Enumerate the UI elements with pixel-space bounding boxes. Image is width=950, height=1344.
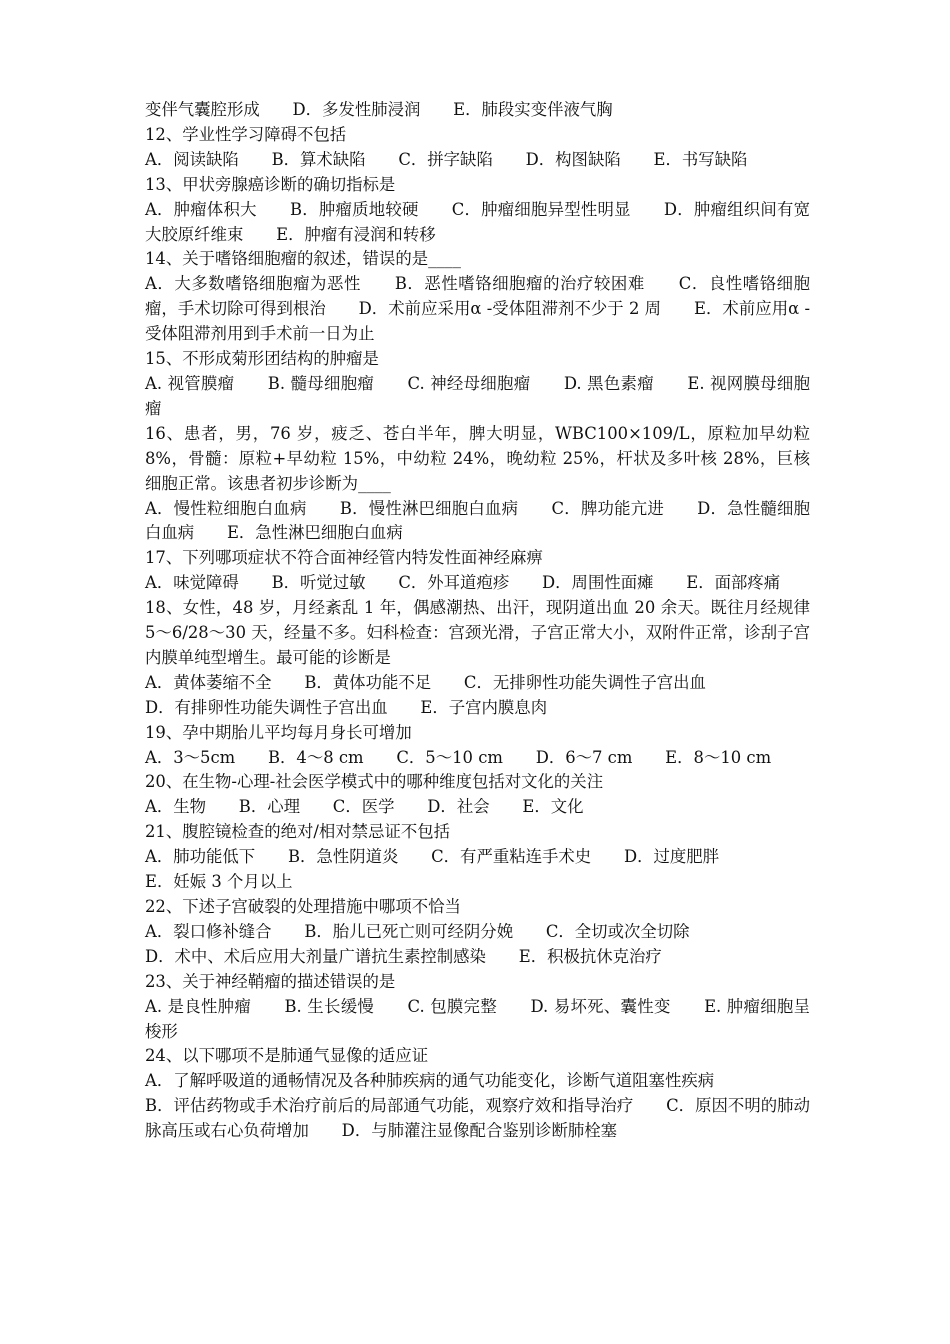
question-17: 17、下列哪项症状不符合面神经管内特发性面神经麻痹 [145,548,543,568]
question-16: 16、患者，男，76 岁，疲乏、苍白半年，脾大明显，WBC100×109/L，原粒加早幼粒 8%，骨髓：原粒+早幼粒 15%，中幼粒 24%，晚幼粒 25%，杆状及多叶核 28%，巨核细胞正常。该患者初步诊断为____ [145,423,810,493]
answer-options-22-line2: D．术中、术后应用大剂量广谱抗生素控制感染 E．积极抗休克治疗 [145,946,662,966]
answer-options-15: A. 视管膜瘤 B. 髓母细胞瘤 C. 神经母细胞瘤 D. 黑色素瘤 E. 视网膜母细胞瘤 [145,373,810,418]
answer-options-18-line2: D．有排卵性功能失调性子宫出血 E．子宫内膜息肉 [145,697,548,717]
answer-options-17: A．味觉障碍 B．听觉过敏 C．外耳道疱疹 D．周围性面瘫 E．面部疼痛 [145,573,781,593]
question-12: 12、学业性学习障碍不包括 [145,124,347,144]
question-22: 22、下述子宫破裂的处理措施中哪项不恰当 [145,897,461,916]
answer-options-continued: 变伴气囊腔形成 D．多发性肺浸润 E．肺段实变伴液气胸 [145,100,613,119]
answer-options-16: A．慢性粒细胞白血病 B．慢性淋巴细胞白血病 C．脾功能亢进 D．急性髓细胞白血病 E．急性淋巴细胞白血病 [145,498,810,543]
answer-options-20: A．生物 B．心理 C．医学 D．社会 E．文化 [145,797,584,817]
question-19: 19、孕中期胎儿平均每月身长可增加 [145,722,412,742]
question-24: 24、以下哪项不是肺通气显像的适应证 [145,1046,429,1066]
question-23: 23、关于神经鞘瘤的描述错误的是 [145,971,396,991]
answer-options-18-line1: A．黄体萎缩不全 B．黄体功能不足 C．无排卵性功能失调性子宫出血 [145,672,706,692]
answer-options-13: A．肿瘤体积大 B．肿瘤质地较硬 C．肿瘤细胞异型性明显 D．肿瘤组织间有宽大胶原纤维束 E．肿瘤有浸润和转移 [145,199,810,244]
answer-options-19: A．3～5cm B．4～8 cm C．5～10 cm D．6～7 cm E．8～10 cm [145,747,772,767]
answer-options-23: A. 是良性肿瘤 B. 生长缓慢 C. 包膜完整 D. 易坏死、囊性变 E. 肿瘤细胞呈梭形 [145,996,810,1041]
question-20: 20、在生物-心理-社会医学模式中的哪种维度包括对文化的关注 [145,772,604,792]
answer-options-22-line1: A．裂口修补缝合 B．胎儿已死亡则可经阴分娩 C．全切或次全切除 [145,921,690,941]
answer-options-24-line1: A．了解呼吸道的通畅情况及各种肺疾病的通气功能变化，诊断气道阻塞性疾病 [145,1071,715,1091]
document-body [145,98,810,1144]
answer-options-21-line2: E．妊娠 3 个月以上 [145,872,293,892]
question-13: 13、甲状旁腺癌诊断的确切指标是 [145,174,396,194]
answer-options-24-line2: B．评估药物或手术治疗前后的局部通气功能，观察疗效和指导治疗 C．原因不明的肺动脉高压或右心负荷增加 D．与肺灌注显像配合鉴别诊断肺栓塞 [145,1096,810,1141]
question-21: 21、腹腔镜检查的绝对/相对禁忌证不包括 [145,822,451,842]
answer-options-14: A．大多数嗜铬细胞瘤为恶性 B．恶性嗜铬细胞瘤的治疗较困难 C．良性嗜铬细胞瘤，手术切除可得到根治 D．术前应采用α -受体阻滞剂不少于 2 周 E．术前应用α -受体阻滞剂用到手术前一日为止 [145,274,810,344]
question-18: 18、女性，48 岁，月经紊乱 1 年，偶感潮热、出汗，现阴道出血 20 余天。既往月经规律 5～6/28～30 天，经量不多。妇科检查：宫颈光滑，子宫正常大小，双附件正常，诊刮子宫内膜单纯型增生。最可能的诊断是 [145,598,810,667]
question-14: 14、关于嗜铬细胞瘤的叙述，错误的是____ [145,249,461,269]
answer-options-21-line1: A．肺功能低下 B．急性阴道炎 C．有严重粘连手术史 D．过度肥胖 [145,847,720,867]
question-15: 15、不形成菊形团结构的肿瘤是 [145,349,379,369]
answer-options-12: A．阅读缺陷 B．算术缺陷 C．拼字缺陷 D．构图缺陷 E．书写缺陷 [145,149,748,169]
